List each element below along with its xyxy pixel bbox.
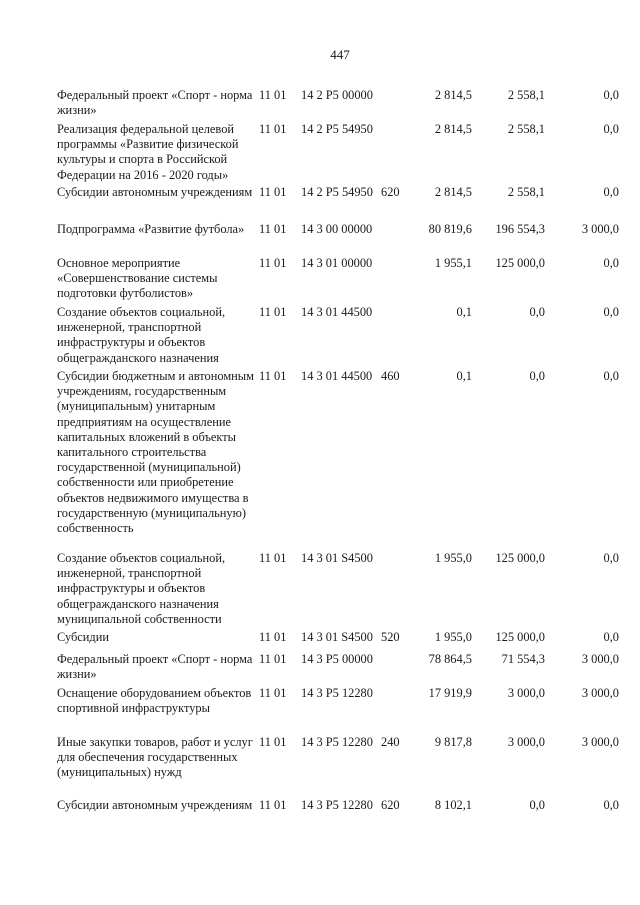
row-section: 11 01 [259, 305, 287, 319]
row-value-1: 2 814,5 [434, 185, 472, 199]
row-value-2: 125 000,0 [495, 630, 545, 644]
row-vr: 620 [381, 798, 400, 812]
row-value-3: 0,0 [603, 369, 619, 383]
row-name: Создание объектов социальной, инженерной, транспортной инфраструктуры и объектов общегражданского назначения [57, 305, 226, 365]
row-name: Субсидии автономным учреждениям [57, 185, 253, 199]
row-section: 11 01 [259, 185, 287, 199]
row-value-1: 1 955,0 [434, 551, 472, 565]
row-value-1: 0,1 [456, 369, 472, 383]
row-value-3: 0,0 [603, 630, 619, 644]
row-section: 11 01 [259, 88, 287, 102]
row-vr: 240 [381, 735, 400, 749]
row-value-3: 3 000,0 [581, 686, 619, 700]
row-value-3: 3 000,0 [581, 735, 619, 749]
row-value-3: 3 000,0 [581, 652, 619, 666]
row-name: Основное мероприятие «Совершенствование системы подготовки футболистов» [57, 256, 218, 301]
row-section: 11 01 [259, 122, 287, 136]
row-section: 11 01 [259, 222, 287, 236]
row-name: Федеральный проект «Спорт - норма жизни» [57, 88, 253, 118]
row-vr: 460 [381, 369, 400, 383]
row-value-1: 9 817,8 [434, 735, 472, 749]
row-value-2: 125 000,0 [495, 551, 545, 565]
row-value-1: 2 814,5 [434, 88, 472, 102]
row-csr: 14 3 01 S4500 [301, 551, 373, 565]
row-value-3: 3 000,0 [581, 222, 619, 236]
row-csr: 14 2 P5 54950 [301, 122, 373, 136]
row-value-2: 3 000,0 [507, 686, 545, 700]
row-csr: 14 2 P5 54950 [301, 185, 373, 199]
row-value-1: 80 819,6 [428, 222, 472, 236]
row-value-2: 2 558,1 [507, 185, 545, 199]
row-csr: 14 3 01 00000 [301, 256, 373, 270]
row-value-3: 0,0 [603, 305, 619, 319]
row-csr: 14 3 P5 12280 [301, 735, 373, 749]
row-value-2: 0,0 [529, 305, 545, 319]
row-section: 11 01 [259, 735, 287, 749]
row-name: Субсидии автономным учреждениям [57, 798, 253, 812]
row-csr: 14 3 P5 12280 [301, 686, 373, 700]
row-section: 11 01 [259, 256, 287, 270]
row-name: Иные закупки товаров, работ и услуг для обеспечения государственных (муниципальных) нужд [57, 735, 253, 780]
row-value-1: 8 102,1 [434, 798, 472, 812]
row-value-2: 0,0 [529, 798, 545, 812]
row-value-3: 0,0 [603, 185, 619, 199]
row-value-3: 0,0 [603, 798, 619, 812]
row-name: Создание объектов социальной, инженерной, транспортной инфраструктуры и объектов общегражданского назначения муниципальной собственности [57, 551, 226, 626]
row-name: Субсидии бюджетным и автономным учреждениям, государственным (муниципальным) унитарным предприятиям на осуществление капитальных вложений в объекты капитального строительства государственной (муниципальной) собственности или приобретение объектов недвижимого имущества в государственную (муниципальную) собственность [57, 369, 254, 536]
row-csr: 14 3 00 00000 [301, 222, 373, 236]
row-section: 11 01 [259, 686, 287, 700]
row-value-1: 1 955,1 [434, 256, 472, 270]
row-value-3: 0,0 [603, 88, 619, 102]
row-value-2: 125 000,0 [495, 256, 545, 270]
row-value-1: 2 814,5 [434, 122, 472, 136]
row-vr: 620 [381, 185, 400, 199]
row-value-2: 196 554,3 [495, 222, 545, 236]
row-value-3: 0,0 [603, 551, 619, 565]
row-value-1: 0,1 [456, 305, 472, 319]
row-value-2: 3 000,0 [507, 735, 545, 749]
row-value-1: 1 955,0 [434, 630, 472, 644]
row-value-3: 0,0 [603, 256, 619, 270]
row-name: Подпрограмма «Развитие футбола» [57, 222, 245, 236]
row-name: Оснащение оборудованием объектов спортивной инфраструктуры [57, 686, 252, 716]
row-section: 11 01 [259, 369, 287, 383]
row-section: 11 01 [259, 798, 287, 812]
row-vr: 520 [381, 630, 400, 644]
row-csr: 14 3 P5 00000 [301, 652, 373, 666]
row-csr: 14 3 01 44500 [301, 305, 373, 319]
page-number: 447 [330, 47, 350, 62]
row-csr: 14 3 01 S4500 [301, 630, 373, 644]
row-value-1: 78 864,5 [428, 652, 472, 666]
row-section: 11 01 [259, 551, 287, 565]
row-section: 11 01 [259, 652, 287, 666]
row-value-2: 2 558,1 [507, 122, 545, 136]
row-csr: 14 2 P5 00000 [301, 88, 373, 102]
row-section: 11 01 [259, 630, 287, 644]
row-name: Федеральный проект «Спорт - норма жизни» [57, 652, 253, 682]
row-name: Субсидии [57, 630, 109, 644]
row-csr: 14 3 P5 12280 [301, 798, 373, 812]
row-value-2: 0,0 [529, 369, 545, 383]
row-csr: 14 3 01 44500 [301, 369, 373, 383]
row-value-3: 0,0 [603, 122, 619, 136]
row-value-1: 17 919,9 [428, 686, 472, 700]
row-value-2: 71 554,3 [501, 652, 545, 666]
row-value-2: 2 558,1 [507, 88, 545, 102]
row-name: Реализация федеральной целевой программы «Развитие физической культуры и спорта в Российской Федерации на 2016 - 2020 годы» [57, 122, 239, 182]
